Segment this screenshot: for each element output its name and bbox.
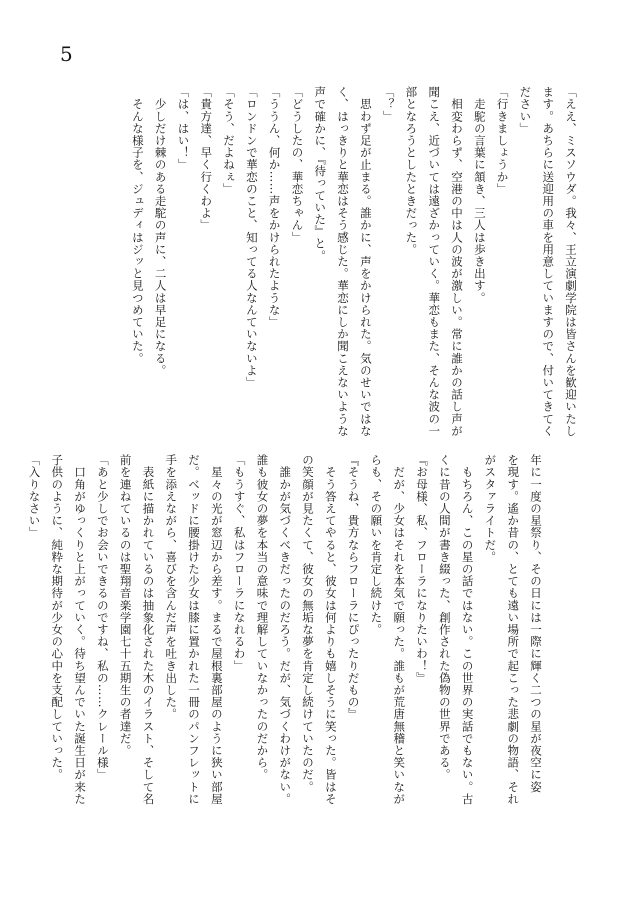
text-line: だが、少女はそれを本気で願った。誰もが荒唐無稽と笑いなが bbox=[392, 454, 407, 805]
text-line: 「ええ、ミスソウダ。我々、王立演劇学院は皆さんを歓迎いたし bbox=[564, 86, 578, 437]
text-line: もちろん、この星の話ではない。この世界の実話でもない。古 bbox=[460, 454, 475, 805]
text-line: の笑顔が見たくて、彼女の無垢な夢を肯定し続けていたのだ。 bbox=[301, 454, 316, 793]
text-line: 「そう、だよねぇ」 bbox=[222, 86, 237, 195]
text-line: 部となろうとしたときだった。 bbox=[404, 86, 419, 256]
upper-text-block bbox=[62, 86, 582, 437]
lower-text-block bbox=[27, 454, 547, 806]
text-line: 「どうしたの、華恋ちゃん」 bbox=[290, 86, 305, 244]
page-number: 5 bbox=[60, 42, 73, 66]
text-line: 「ううん、何か……声をかけられたような」 bbox=[267, 86, 282, 328]
text-line: 「行きましょうか」 bbox=[495, 86, 510, 195]
text-line: 口角がゆっくりと上がっていく。待ち望んでいた誕生日が来た bbox=[73, 454, 88, 805]
text-line: 「ロンドンで華恋のこと、知ってる人なんていないよ」 bbox=[244, 86, 259, 389]
text-line: 誰も彼女の夢を本当の意味で理解していなかったのだから。 bbox=[255, 454, 270, 781]
text-line: くに昔の人間が書き綴った、創作された偽物の世界である。 bbox=[437, 454, 452, 781]
text-line: ださい」 bbox=[518, 86, 533, 135]
text-line: そんな様子を、ジュディはジッと見つめていた。 bbox=[130, 86, 145, 365]
text-line: 『そうね、貴方ならフローラにぴったりだもの』 bbox=[346, 454, 361, 721]
text-line: ます。あちらに送迎用の車を用意していますので、付いてきてく bbox=[541, 86, 556, 437]
text-line: だ。ベッドに腰掛けた少女は膝に置かれた一冊のパンフレットに bbox=[187, 454, 202, 805]
text-line: 年に一度の星祭り、その日には一際に輝く二つの星が夜空に姿 bbox=[529, 454, 543, 793]
text-line: 少しだけ棘のある走駝の声に、二人は早足になる。 bbox=[153, 86, 168, 377]
text-line: 「もうすぐ、私はフローラになれるわ」 bbox=[232, 454, 247, 672]
text-line: 「貴方達、早く行くわよ」 bbox=[199, 86, 214, 232]
text-line: 「？」 bbox=[381, 86, 396, 123]
text-line: 子供のように、純粋な期待が少女の心中を支配していった。 bbox=[50, 454, 65, 781]
text-line: がスタァライトだ。 bbox=[483, 454, 498, 563]
text-line: そう答えてやると、彼女は何よりも嬉しそうに笑った。皆はそ bbox=[323, 454, 338, 805]
text-line: 星々の光が窓辺から差す。まるで屋根裏部屋のように狭い部屋 bbox=[209, 454, 224, 805]
text-line: 「あと少しでお会いできるのですね、私の……クレール様」 bbox=[95, 454, 110, 781]
text-line: 手を添えながら、喜びを含んだ声を吐き出した。 bbox=[164, 454, 179, 721]
text-line: 聞こえ、近づいては遠ざかっていく。華恋もまた、そんな波の一 bbox=[427, 86, 442, 437]
text-line: 思わず足が止まる。誰かに、声をかけられた。気のせいではな bbox=[358, 86, 373, 437]
text-line: 前を連ねているのは聖翔音楽学園七十五期生の者達だ。 bbox=[118, 454, 133, 757]
text-line: 誰かが気づくべきだったのだろう。だが、気づくわけがない。 bbox=[278, 454, 293, 805]
text-line: を現す。遙か昔の、とても遠い場所で起こった悲劇の物語、それ bbox=[506, 454, 521, 805]
text-line: 相変わらず、空港の中は人の波が激しい。常に誰かの話し声が bbox=[450, 86, 465, 437]
text-line: らも、その願いを肯定し続けた。 bbox=[369, 454, 384, 636]
text-line: 『お母様、私、フローラになりたいわ！』 bbox=[415, 454, 430, 684]
text-line: 「は、はい！」 bbox=[176, 86, 191, 171]
text-line: く、はっきりと華恋はそう感じた。華恋にしか聞こえないような bbox=[336, 86, 351, 437]
text-line: 走駝の言葉に頷き、三人は歩き出す。 bbox=[472, 86, 487, 304]
text-line: 表紙に描かれているのは抽象化された木のイラスト、そして名 bbox=[141, 454, 156, 805]
text-line: 声で確かに、『待っていた』と。 bbox=[313, 86, 328, 262]
text-line: 「入りなさい」 bbox=[27, 454, 42, 539]
